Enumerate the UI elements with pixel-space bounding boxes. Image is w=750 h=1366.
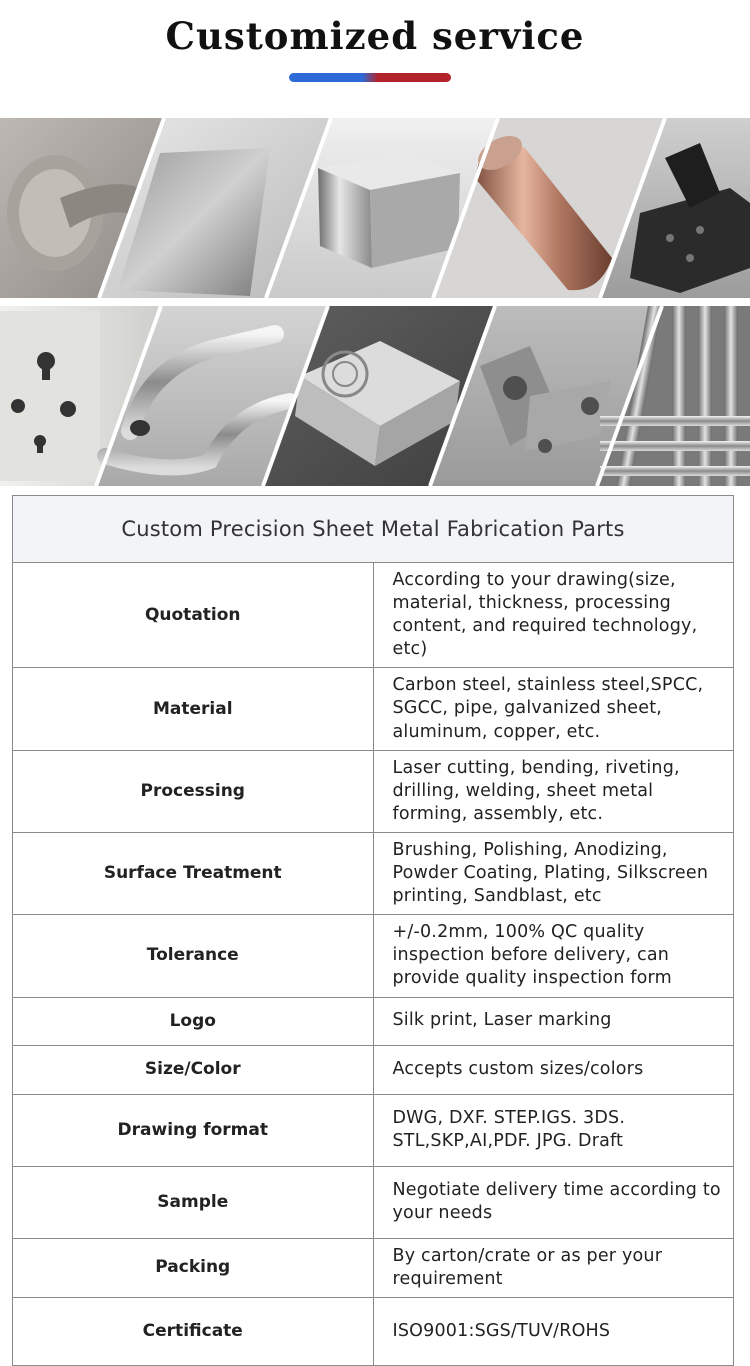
spec-table [12, 495, 734, 1366]
row-label-packing: Packing [13, 1238, 374, 1297]
table-row [13, 1238, 734, 1297]
row-value-certificate: ISO9001:SGS/TUV/ROHS [373, 1297, 734, 1365]
row-label-drawing-format: Drawing format [13, 1094, 374, 1166]
row-value-sample: Negotiate delivery time according to your needs [373, 1166, 734, 1238]
row-label-certificate: Certificate [13, 1297, 374, 1365]
table-heading: Custom Precision Sheet Metal Fabrication Parts [13, 496, 734, 563]
table-row [13, 832, 734, 914]
table-header-row [13, 496, 734, 563]
table-row [13, 1045, 734, 1094]
table-row [13, 750, 734, 832]
table-row [13, 563, 734, 668]
row-value-tolerance: +/-0.2mm, 100% QC quality inspection before delivery, can provide quality inspection form [373, 915, 734, 997]
row-value-packing: By carton/crate or as per your requirement [373, 1238, 734, 1297]
row-value-logo: Silk print, Laser marking [373, 997, 734, 1045]
row-value-size-color: Accepts custom sizes/colors [373, 1045, 734, 1094]
product-gallery-row-2 [0, 306, 750, 486]
product-gallery-row-1 [0, 118, 750, 298]
row-label-size-color: Size/Color [13, 1045, 374, 1094]
row-label-material: Material [13, 668, 374, 750]
row-value-processing: Laser cutting, bending, riveting, drilling, welding, sheet metal forming, assembly, etc. [373, 750, 734, 832]
row-value-quotation: According to your drawing(size, material, thickness, processing content, and required technology, etc) [373, 563, 734, 668]
row-value-drawing-format: DWG, DXF. STEP.IGS. 3DS. STL,SKP,AI,PDF. JPG. Draft [373, 1094, 734, 1166]
title-accent-bar [289, 73, 451, 82]
page-title: Customized service [165, 14, 585, 58]
row-label-sample: Sample [13, 1166, 374, 1238]
row-label-tolerance: Tolerance [13, 915, 374, 997]
table-row [13, 1166, 734, 1238]
row-value-surface-treatment: Brushing, Polishing, Anodizing, Powder Coating, Plating, Silkscreen printing, Sandblast, etc [373, 832, 734, 914]
table-row [13, 915, 734, 997]
table-row [13, 1297, 734, 1365]
row-value-material: Carbon steel, stainless steel,SPCC, SGCC, pipe, galvanized sheet, aluminum, copper, etc. [373, 668, 734, 750]
table-row [13, 997, 734, 1045]
row-label-quotation: Quotation [13, 563, 374, 668]
row-label-surface-treatment: Surface Treatment [13, 832, 374, 914]
table-row [13, 668, 734, 750]
row-label-logo: Logo [13, 997, 374, 1045]
table-row [13, 1094, 734, 1166]
row-label-processing: Processing [13, 750, 374, 832]
